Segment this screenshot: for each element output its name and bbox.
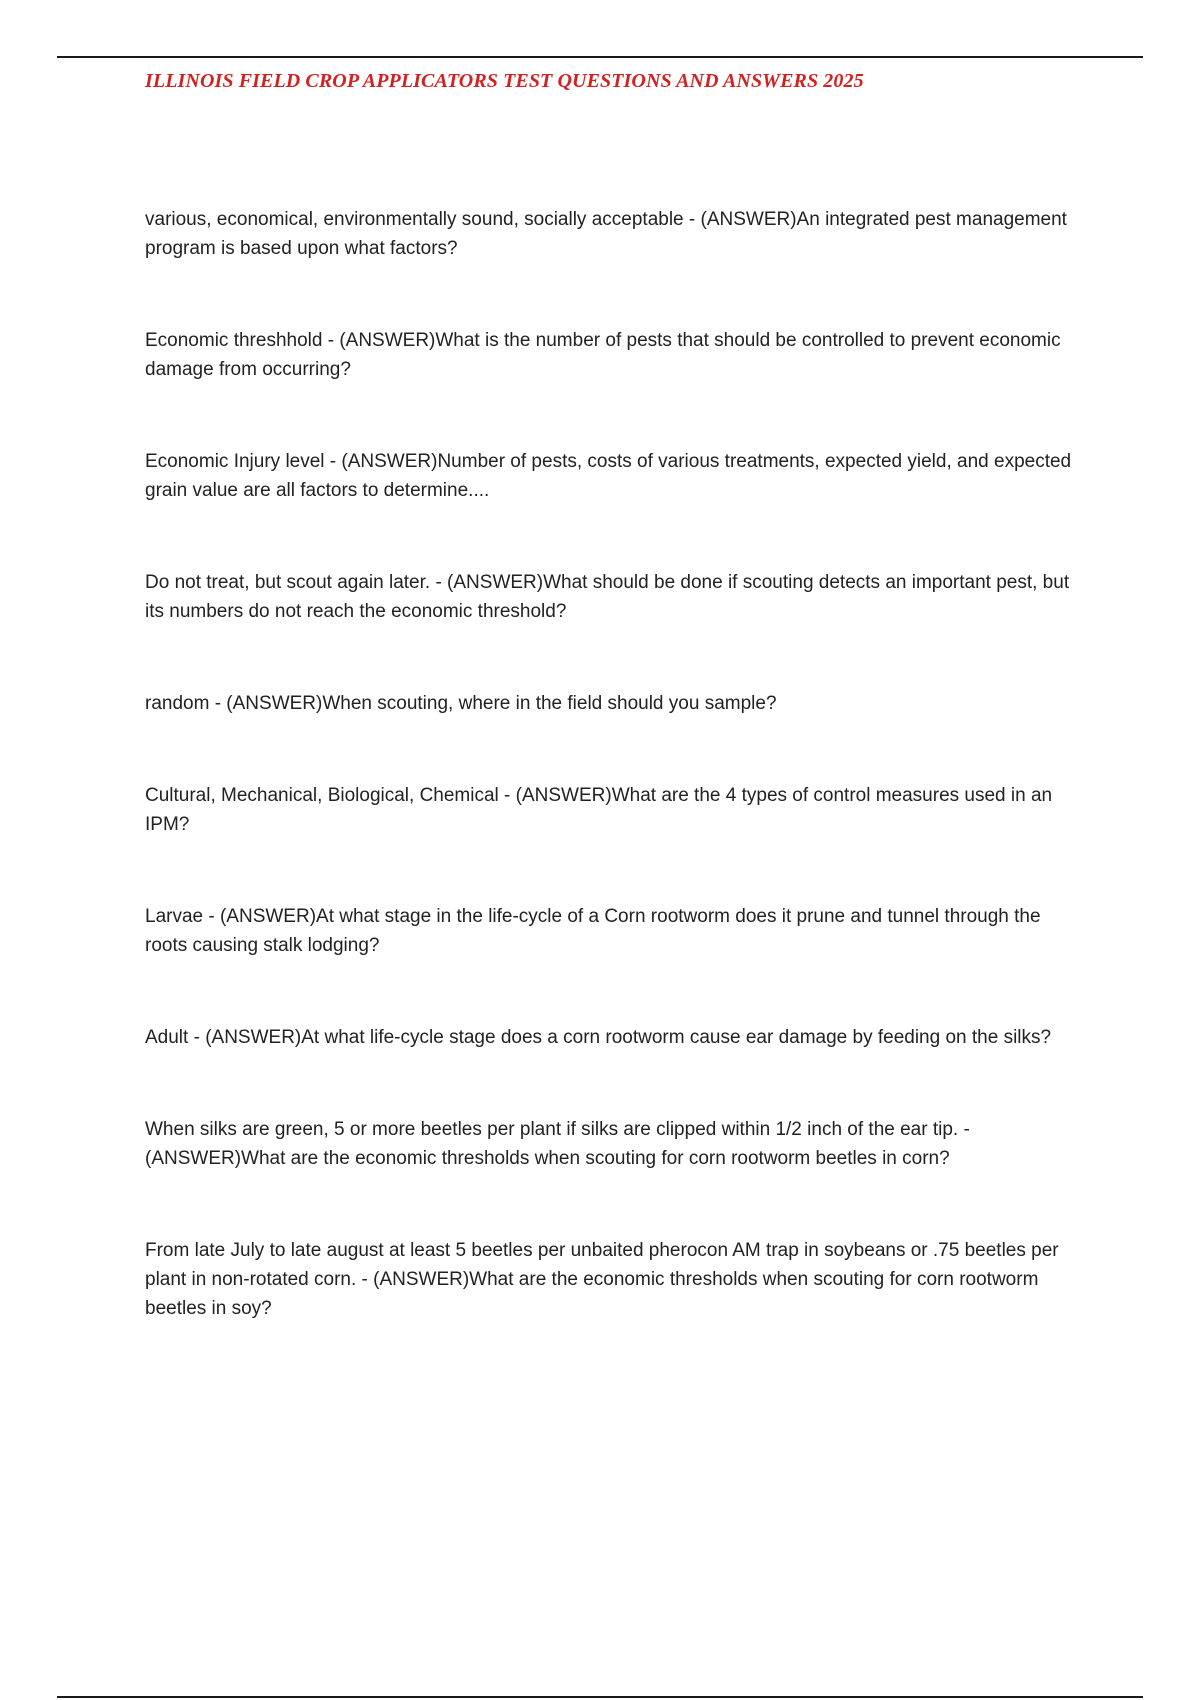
qa-list	[145, 205, 1085, 1386]
footer-divider	[57, 1696, 1143, 1698]
header-divider	[57, 56, 1143, 58]
qa-item: Cultural, Mechanical, Biological, Chemical - (ANSWER)What are the 4 types of control measures used in an IPM?	[145, 785, 1053, 835]
qa-item: Adult - (ANSWER)At what life-cycle stage does a corn rootworm cause ear damage by feeding on the silks?	[145, 1027, 1052, 1048]
qa-item: various, economical, environmentally sound, socially acceptable - (ANSWER)An integrated pest management program is based upon what factors?	[145, 209, 1067, 259]
qa-item: random - (ANSWER)When scouting, where in the field should you sample?	[145, 693, 777, 714]
qa-item: When silks are green, 5 or more beetles per plant if silks are clipped within 1/2 inch of the ear tip. - (ANSWER)What are the economic thresholds when scouting for corn rootworm beetles in corn?	[145, 1119, 970, 1169]
document-title: ILLINOIS FIELD CROP APPLICATORS TEST QUESTIONS AND ANSWERS 2025	[145, 70, 864, 92]
qa-item: Do not treat, but scout again later. - (ANSWER)What should be done if scouting detects an important pest, but its numbers do not reach the economic threshold?	[145, 572, 1070, 622]
qa-item: From late July to late august at least 5 beetles per unbaited pherocon AM trap in soybeans or .75 beetles per plant in non-rotated corn. - (ANSWER)What are the economic thresholds when scouting for corn rootworm beetles in soy?	[145, 1240, 1059, 1319]
qa-item: Economic Injury level - (ANSWER)Number of pests, costs of various treatments, expected yield, and expected grain value are all factors to determine....	[145, 451, 1072, 501]
qa-item: Larvae - (ANSWER)At what stage in the life-cycle of a Corn rootworm does it prune and tunnel through the roots causing stalk lodging?	[145, 906, 1041, 956]
qa-item: Economic threshhold - (ANSWER)What is the number of pests that should be controlled to prevent economic damage from occurring?	[145, 330, 1061, 380]
